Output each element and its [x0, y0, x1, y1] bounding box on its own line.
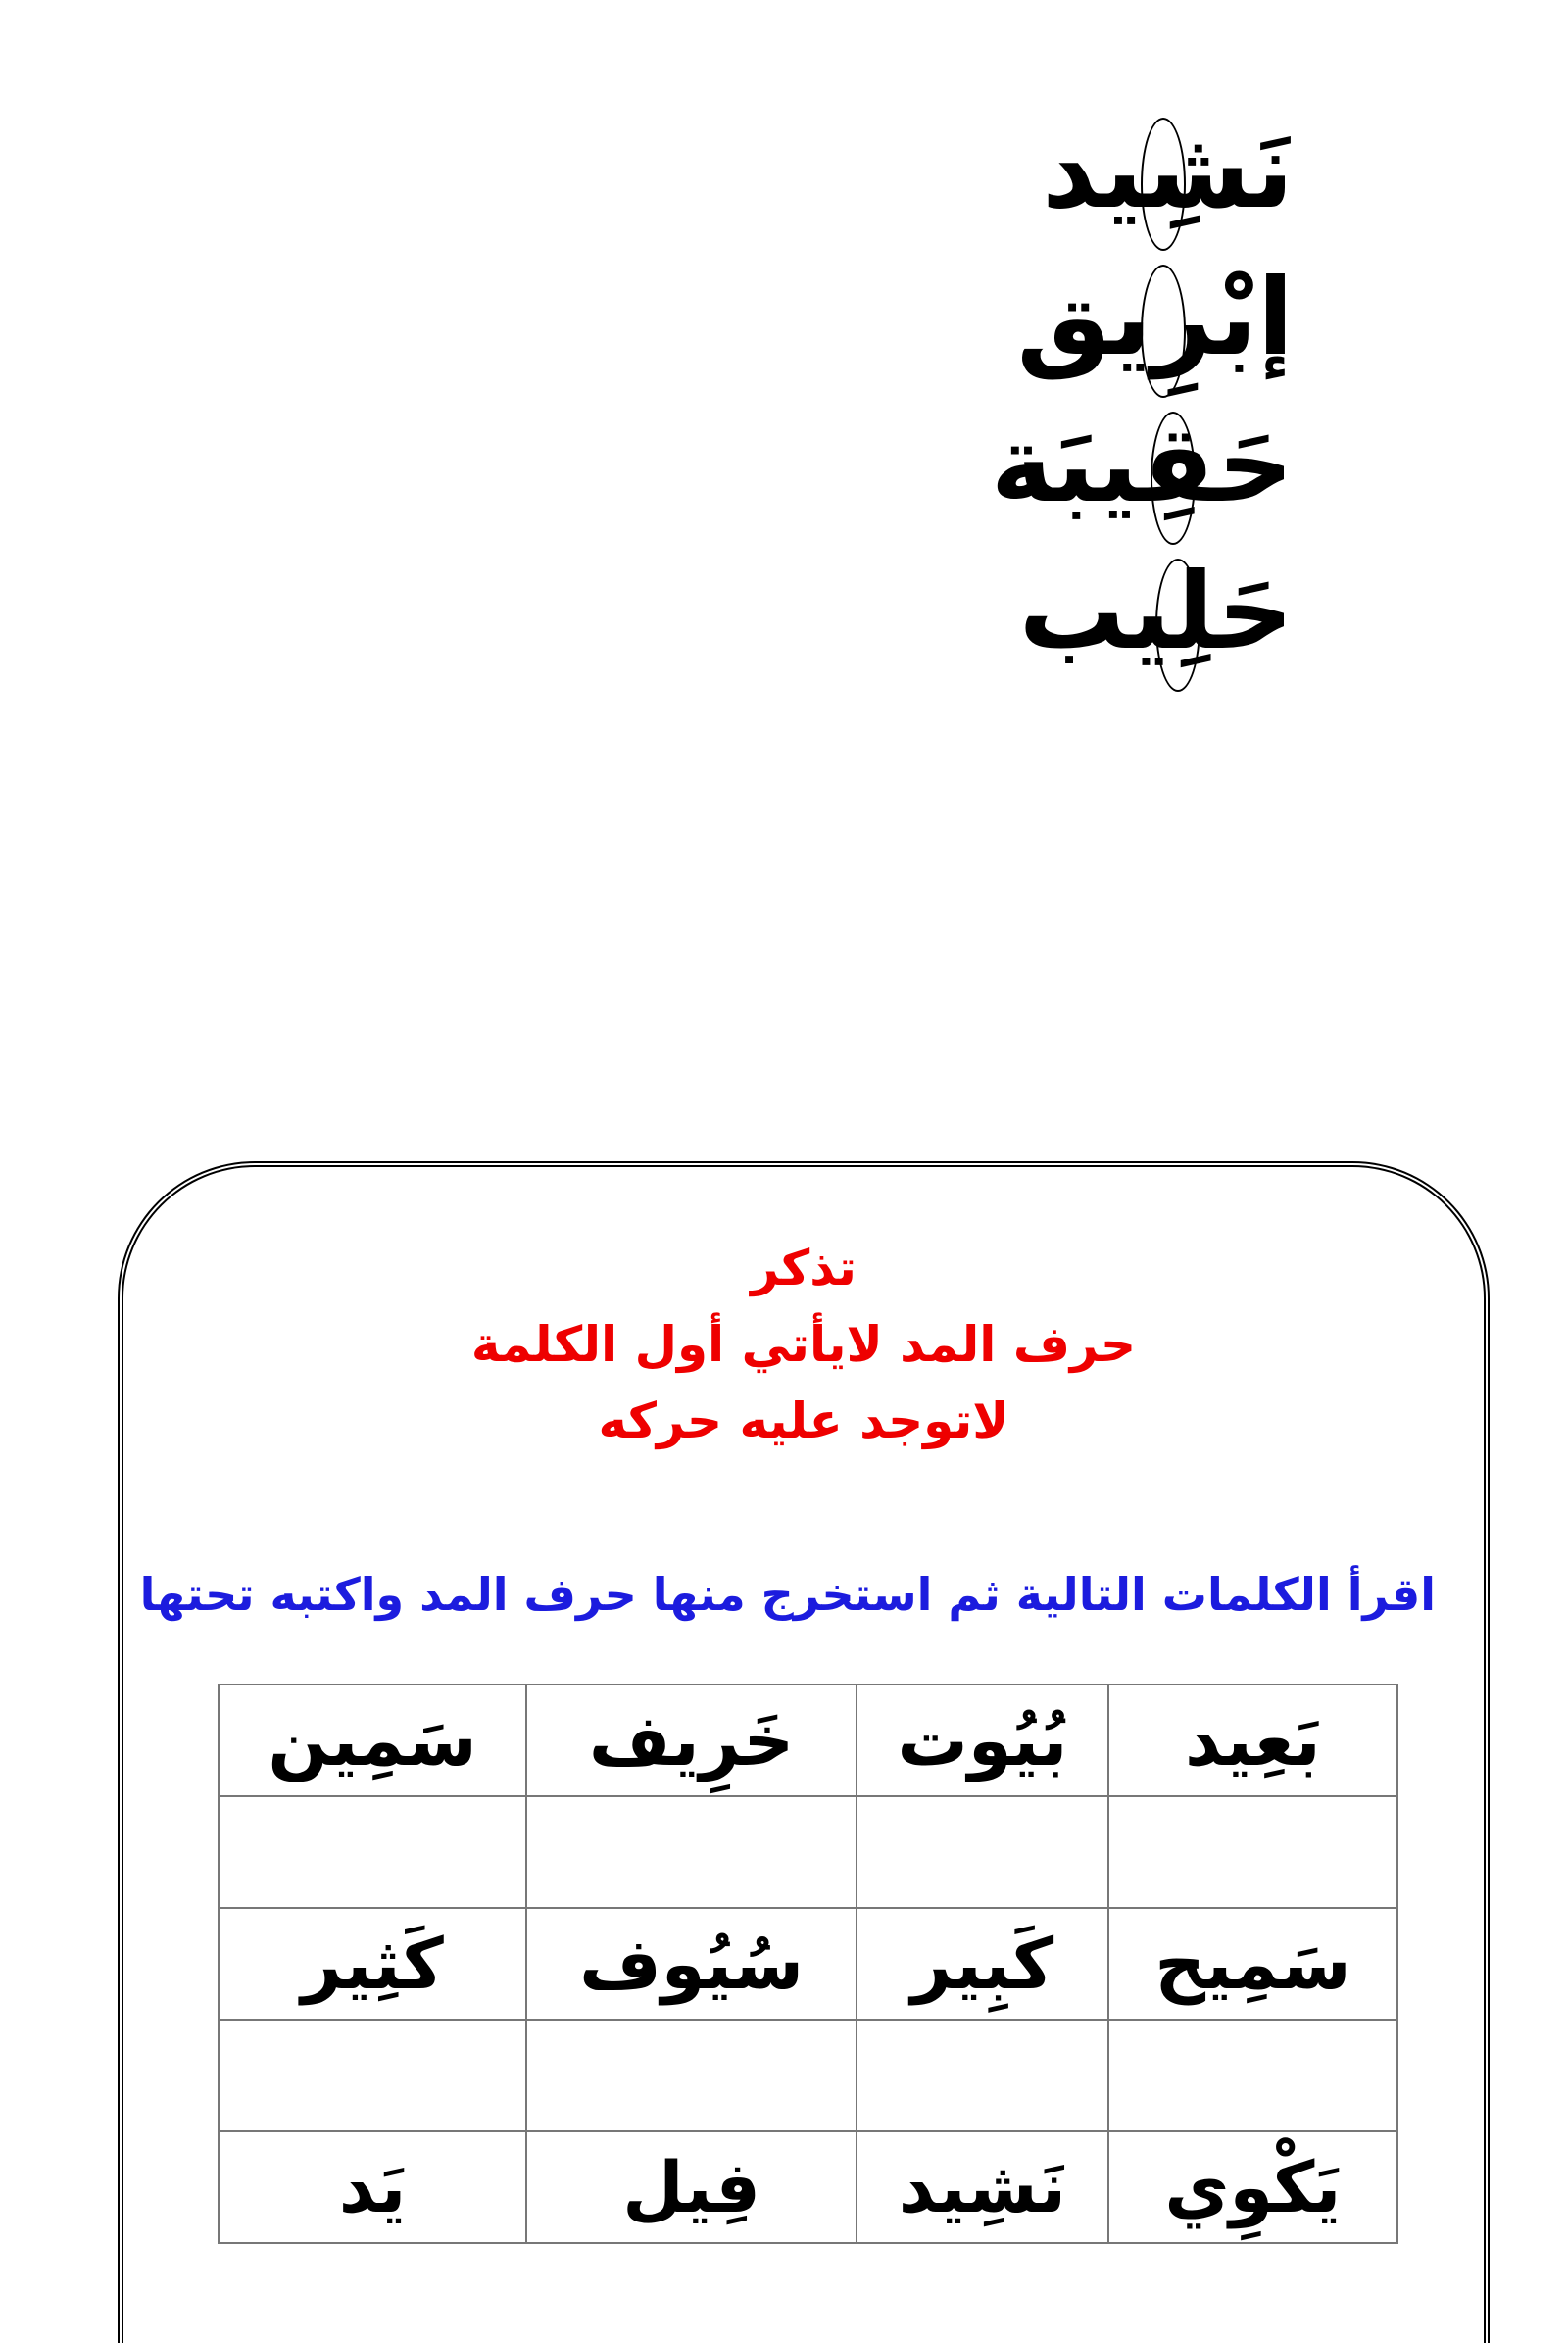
answer-cell[interactable] — [526, 2020, 857, 2131]
word-row — [219, 2131, 1397, 2243]
word-cell: نَشِيد — [857, 2131, 1108, 2243]
word-cell: بَعِيد — [1108, 1684, 1397, 1796]
exercise-instruction: اقرأ الكلمات التالية ثم استخرج منها حرف المد واكتبه تحتها — [139, 1568, 1436, 1621]
word-cell: سُيُوف — [526, 1908, 857, 2020]
word-cell: كَبِير — [857, 1908, 1108, 2020]
word-cell: كَثِير — [219, 1908, 526, 2020]
example-word — [1000, 98, 1294, 245]
example-word — [990, 392, 1294, 539]
highlight-circle — [1141, 118, 1186, 251]
reminder-line: لاتوجد عليه حركه — [598, 1392, 1009, 1449]
word-cell: فِيل — [526, 2131, 857, 2243]
answer-cell[interactable] — [219, 2020, 526, 2131]
answer-row — [219, 2020, 1397, 2131]
example-word-text: نَشِيد — [1042, 110, 1294, 232]
highlight-circle — [1151, 412, 1196, 545]
example-word-text: حَلِيب — [1018, 551, 1294, 673]
highlight-circle — [1155, 559, 1200, 692]
word-cell: سَمِين — [219, 1684, 526, 1796]
word-cell: يَد — [219, 2131, 526, 2243]
word-cell: خَرِيف — [526, 1684, 857, 1796]
word-row — [219, 1908, 1397, 2020]
reminder-title: تذكر — [751, 1240, 857, 1296]
example-word-list — [990, 98, 1294, 686]
reminder-line: حرف المد لايأتي أول الكلمة — [470, 1316, 1137, 1373]
word-cell: يَكْوِي — [1108, 2131, 1397, 2243]
answer-cell[interactable] — [857, 1796, 1108, 1908]
words-table — [218, 1684, 1398, 2244]
answer-cell[interactable] — [526, 1796, 857, 1908]
answer-row — [219, 1796, 1397, 1908]
reminder-box — [118, 1230, 1490, 1459]
highlight-circle — [1141, 265, 1186, 398]
answer-cell[interactable] — [857, 2020, 1108, 2131]
answer-cell[interactable] — [219, 1796, 526, 1908]
word-cell: بُيُوت — [857, 1684, 1108, 1796]
word-row — [219, 1684, 1397, 1796]
example-word-text: إبْرِيق — [1016, 257, 1294, 379]
example-word — [1000, 245, 1294, 392]
answer-cell[interactable] — [1108, 2020, 1397, 2131]
word-cell: سَمِيح — [1108, 1908, 1397, 2020]
example-word-text: حَقِيبَة — [990, 404, 1294, 526]
example-word — [1000, 539, 1294, 686]
answer-cell[interactable] — [1108, 1796, 1397, 1908]
